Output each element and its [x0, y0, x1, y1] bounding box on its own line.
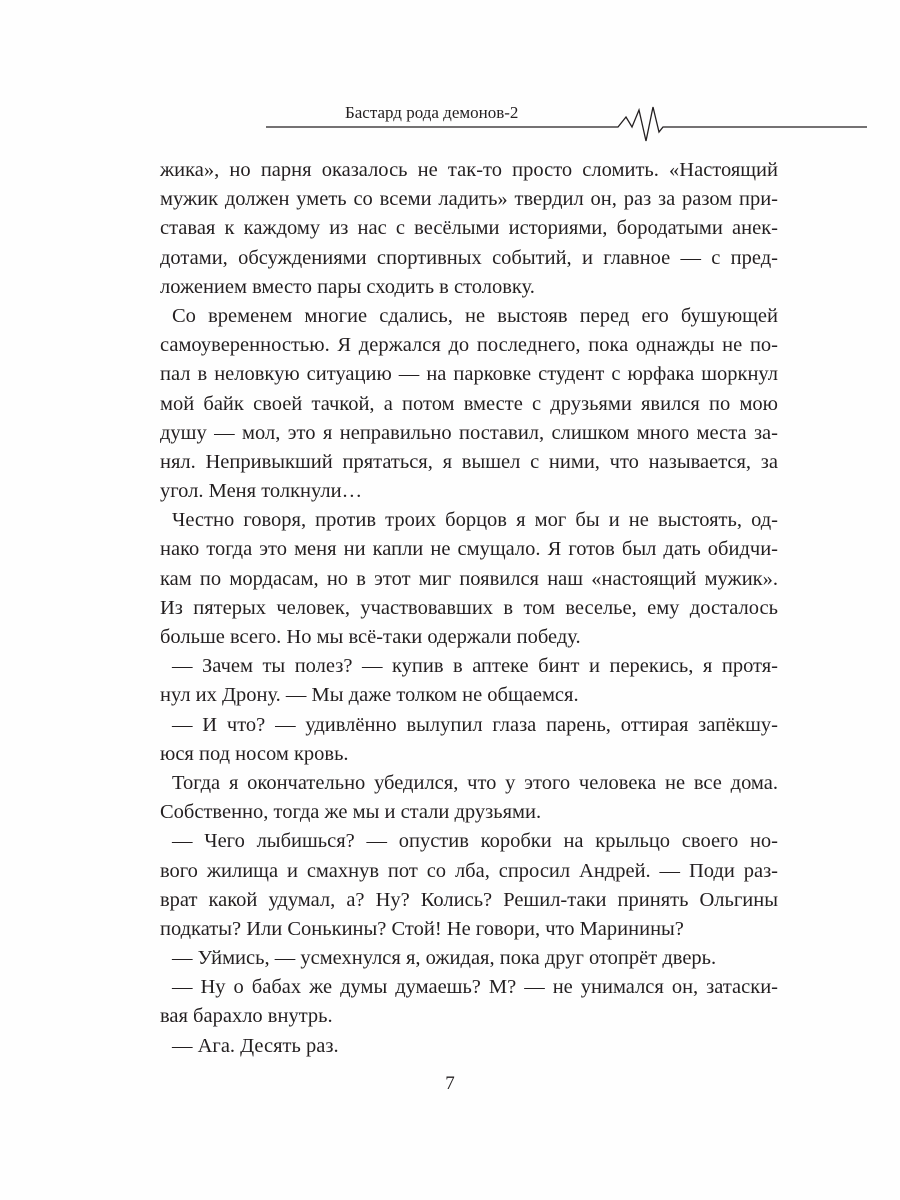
text-line: дотами, обсуждениями спортивных событий, и главное — с пред-: [160, 246, 778, 269]
text-line: мой байк своей тачкой, а потом вместе с друзьями явился по мою: [160, 392, 778, 415]
text-line: угол. Меня толкнули…: [160, 480, 363, 503]
text-line: Собственно, тогда же мы и стали друзьями.: [160, 801, 542, 824]
running-header-title: Бастард рода демонов-2: [345, 103, 519, 122]
page-number: 7: [445, 1073, 455, 1094]
text-line: Со временем многие сдались, не выстояв перед его бушующей: [172, 304, 778, 327]
text-line: нул их Дрону. — Мы даже толком не общаемся.: [160, 684, 579, 707]
text-line: Из пятерых человек, участвовавших в том веселье, ему досталось: [160, 596, 778, 619]
text-line: мужик должен уметь со всеми ладить» твердил он, раз за разом при-: [160, 188, 778, 211]
text-line: Честно говоря, против троих борцов я мог бы и не выстоять, од-: [172, 509, 778, 532]
text-line: вая барахло внутрь.: [160, 1005, 333, 1028]
text-line: больше всего. Но мы всё-таки одержали победу.: [160, 626, 581, 648]
text-line: — Уймись, — усмехнулся я, ожидая, пока друг отопрёт дверь.: [172, 947, 717, 970]
text-line: самоуверенностью. Я держался до последнего, пока однажды не по-: [160, 334, 778, 357]
text-line: ставая к каждому из нас с весёлыми историями, бородатыми анек-: [160, 217, 778, 240]
text-line: подкаты? Или Сонькины? Стой! Не говори, что Маринины?: [160, 917, 684, 940]
text-line: нял. Непривыкший прятаться, я вышел с ними, что называется, за: [160, 450, 778, 473]
text-line: кам по мордасам, но в этот миг появился наш «настоящий мужик».: [160, 567, 778, 590]
text-line: нако тогда это меня ни капли не смущало. Я готов был дать обидчи-: [160, 538, 778, 561]
text-line: жика», но парня оказалось не так-то просто сломить. «Настоящий: [160, 159, 778, 181]
text-line: — Зачем ты полез? — купив в аптеке бинт и перекись, я протя-: [172, 655, 778, 678]
text-line: врат какой удумал, а? Ну? Колись? Решил-таки принять Ольгины: [160, 888, 778, 911]
text-line: пал в неловкую ситуацию — на парковке студент с юрфака шоркнул: [160, 363, 778, 386]
header-rule-heartbeat-icon: [0, 0, 900, 160]
text-line: вого жилища и смахнув пот со лба, спросил Андрей. — Поди раз-: [160, 859, 778, 882]
text-line: юся под носом кровь.: [160, 742, 349, 765]
text-line: ложением вместо пары сходить в столовку.: [160, 275, 535, 298]
text-line: — Чего лыбишься? — опустив коробки на крыльцо своего но-: [172, 830, 778, 853]
text-line: — И что? — удивлённо вылупил глаза парень, оттирая запёкшу-: [172, 713, 778, 736]
body-text: [160, 156, 778, 1061]
text-line: — Ну о бабах же думы думаешь? М? — не унимался он, затаски-: [172, 976, 778, 999]
text-line: душу — мол, это я неправильно поставил, слишком много места за-: [160, 421, 778, 444]
text-line: Тогда я окончательно убедился, что у этого человека не все дома.: [172, 771, 778, 794]
text-line: — Ага. Десять раз.: [172, 1034, 339, 1057]
